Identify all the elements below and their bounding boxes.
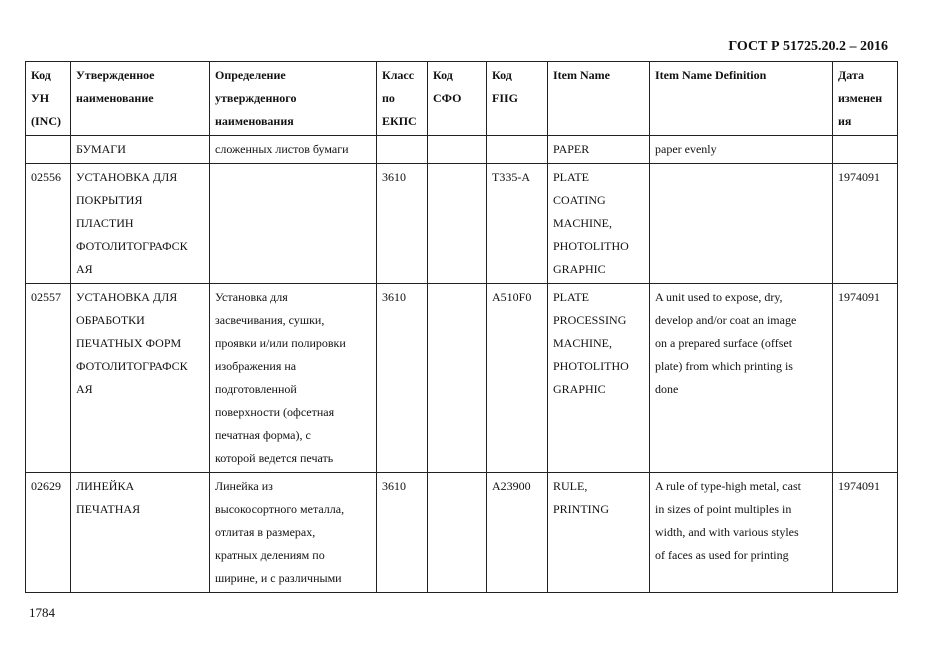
cell-approved-name — [71, 473, 210, 593]
column-header-sfo-code — [428, 62, 487, 136]
cell-line: утвержденного — [215, 91, 297, 105]
cell-fiig-code — [487, 136, 548, 164]
cell-item-name — [548, 136, 650, 164]
cell-line: 02556 — [31, 170, 61, 184]
cell-line: ЛИНЕЙКА — [76, 479, 135, 493]
cell-line: A510F0 — [492, 290, 532, 304]
cell-item-name-definition — [650, 284, 833, 473]
cell-line: изображения на — [215, 359, 297, 373]
cell-line: ия — [838, 114, 852, 128]
cell-item-name — [548, 164, 650, 284]
cell-line: 3610 — [382, 290, 406, 304]
cell-change-date — [833, 136, 898, 164]
cell-line: наименования — [215, 114, 294, 128]
cell-item-name — [548, 473, 650, 593]
cell-fiig-code — [487, 473, 548, 593]
cell-line: develop and/or coat an image — [655, 313, 797, 327]
cell-line: ширине, и с различными — [215, 571, 342, 585]
cell-item-name-definition — [650, 473, 833, 593]
cell-line: 02629 — [31, 479, 61, 493]
cell-line: A rule of type-high metal, cast — [655, 479, 801, 493]
cell-sfo-code — [428, 136, 487, 164]
cell-ekps-class — [377, 164, 428, 284]
cell-line: ПЛАСТИН — [76, 216, 134, 230]
cell-line: Item Name Definition — [655, 68, 767, 82]
cell-line: 02557 — [31, 290, 61, 304]
cell-line: кратных делениям по — [215, 548, 325, 562]
cell-sfo-code — [428, 284, 487, 473]
cell-inc-code — [26, 136, 71, 164]
column-header-change-date — [833, 62, 898, 136]
cell-line: УСТАНОВКА ДЛЯ — [76, 170, 178, 184]
cell-line: Класс — [382, 68, 415, 82]
cell-change-date — [833, 284, 898, 473]
cell-inc-code — [26, 284, 71, 473]
cell-line: paper evenly — [655, 142, 717, 156]
cell-ekps-class — [377, 284, 428, 473]
cell-approved-name — [71, 136, 210, 164]
cell-line: 3610 — [382, 170, 406, 184]
cell-line: по — [382, 91, 395, 105]
cell-line: on a prepared surface (offset — [655, 336, 793, 350]
cell-line: ФОТОЛИТОГРАФСК — [76, 239, 188, 253]
cell-line: 1974091 — [838, 290, 880, 304]
cell-line: PRINTING — [553, 502, 609, 516]
cell-line: Код — [31, 68, 51, 82]
cell-line: T335-A — [492, 170, 530, 184]
cell-name-definition — [210, 164, 377, 284]
cell-line: PHOTOLITHO — [553, 239, 629, 253]
cell-line: 3610 — [382, 479, 406, 493]
table-header-row — [26, 62, 898, 136]
cell-line: (INC) — [31, 114, 61, 128]
cell-fiig-code — [487, 164, 548, 284]
cell-line: Линейка из — [215, 479, 273, 493]
document-code: ГОСТ Р 51725.20.2 – 2016 — [728, 39, 888, 54]
cell-line: поверхности (офсетная — [215, 405, 335, 419]
cell-line: 1974091 — [838, 170, 880, 184]
cell-line: СФО — [433, 91, 462, 105]
column-header-name-definition — [210, 62, 377, 136]
cell-item-name-definition — [650, 136, 833, 164]
cell-line: COATING — [553, 193, 606, 207]
cell-approved-name — [71, 284, 210, 473]
cell-line: MACHINE, — [553, 216, 612, 230]
column-header-item-name — [548, 62, 650, 136]
cell-name-definition — [210, 284, 377, 473]
cell-line: проявки и/или полировки — [215, 336, 346, 350]
cell-name-definition — [210, 136, 377, 164]
cell-line: GRAPHIC — [553, 262, 606, 276]
table-row — [26, 136, 898, 164]
cell-line: A unit used to expose, dry, — [655, 290, 783, 304]
cell-line: ПОКРЫТИЯ — [76, 193, 143, 207]
table-row — [26, 284, 898, 473]
cell-inc-code — [26, 164, 71, 284]
cell-item-name-definition — [650, 164, 833, 284]
cell-line: PAPER — [553, 142, 590, 156]
column-header-ekps-class — [377, 62, 428, 136]
cell-line: PHOTOLITHO — [553, 359, 629, 373]
cell-line: RULE, — [553, 479, 588, 493]
cell-line: АЯ — [76, 262, 93, 276]
cell-line: отлитая в размерах, — [215, 525, 316, 539]
catalog-table — [25, 61, 898, 593]
cell-line: done — [655, 382, 679, 396]
column-header-item-name-definition — [650, 62, 833, 136]
cell-change-date — [833, 473, 898, 593]
cell-line: ПЕЧАТНАЯ — [76, 502, 141, 516]
cell-line: УН — [31, 91, 50, 105]
cell-line: GRAPHIC — [553, 382, 606, 396]
cell-line: in sizes of point multiples in — [655, 502, 792, 516]
cell-line: БУМАГИ — [76, 142, 126, 156]
cell-line: PLATE — [553, 170, 589, 184]
cell-sfo-code — [428, 473, 487, 593]
cell-line: Установка для — [215, 290, 288, 304]
cell-line: Определение — [215, 68, 286, 82]
cell-line: изменен — [838, 91, 883, 105]
cell-line: ПЕЧАТНЫХ ФОРМ — [76, 336, 182, 350]
cell-line: width, and with various styles — [655, 525, 799, 539]
cell-line: подготовленной — [215, 382, 297, 396]
cell-fiig-code — [487, 284, 548, 473]
cell-line: PLATE — [553, 290, 589, 304]
cell-line: АЯ — [76, 382, 93, 396]
cell-line: MACHINE, — [553, 336, 612, 350]
cell-item-name — [548, 284, 650, 473]
cell-ekps-class — [377, 136, 428, 164]
column-header-fiig-code — [487, 62, 548, 136]
cell-line: Код — [492, 68, 512, 82]
cell-line: plate) from which printing is — [655, 359, 793, 373]
cell-line: Код — [433, 68, 453, 82]
column-header-inc-code — [26, 62, 71, 136]
cell-line: печатная форма), с — [215, 428, 311, 442]
cell-line: УСТАНОВКА ДЛЯ — [76, 290, 178, 304]
cell-line: of faces as used for printing — [655, 548, 789, 562]
cell-line: ФОТОЛИТОГРАФСК — [76, 359, 188, 373]
cell-line: Дата — [838, 68, 864, 82]
cell-approved-name — [71, 164, 210, 284]
table-row — [26, 473, 898, 593]
cell-line: FIIG — [492, 91, 519, 105]
cell-line: Утвержденное — [76, 68, 155, 82]
cell-line: засвечивания, сушки, — [215, 313, 325, 327]
cell-inc-code — [26, 473, 71, 593]
cell-line: сложенных листов бумаги — [215, 142, 349, 156]
cell-line: 1974091 — [838, 479, 880, 493]
table-row — [26, 164, 898, 284]
cell-line: ОБРАБОТКИ — [76, 313, 145, 327]
cell-line: наименование — [76, 91, 154, 105]
cell-line: высокосортного металла, — [215, 502, 345, 516]
column-header-approved-name — [71, 62, 210, 136]
cell-line: PROCESSING — [553, 313, 627, 327]
cell-line: ЕКПС — [382, 114, 417, 128]
cell-ekps-class — [377, 473, 428, 593]
cell-sfo-code — [428, 164, 487, 284]
cell-name-definition — [210, 473, 377, 593]
cell-line: Item Name — [553, 68, 610, 82]
page-number: 1784 — [29, 605, 55, 620]
cell-change-date — [833, 164, 898, 284]
cell-line: A23900 — [492, 479, 531, 493]
cell-line: которой ведется печать — [215, 451, 334, 465]
